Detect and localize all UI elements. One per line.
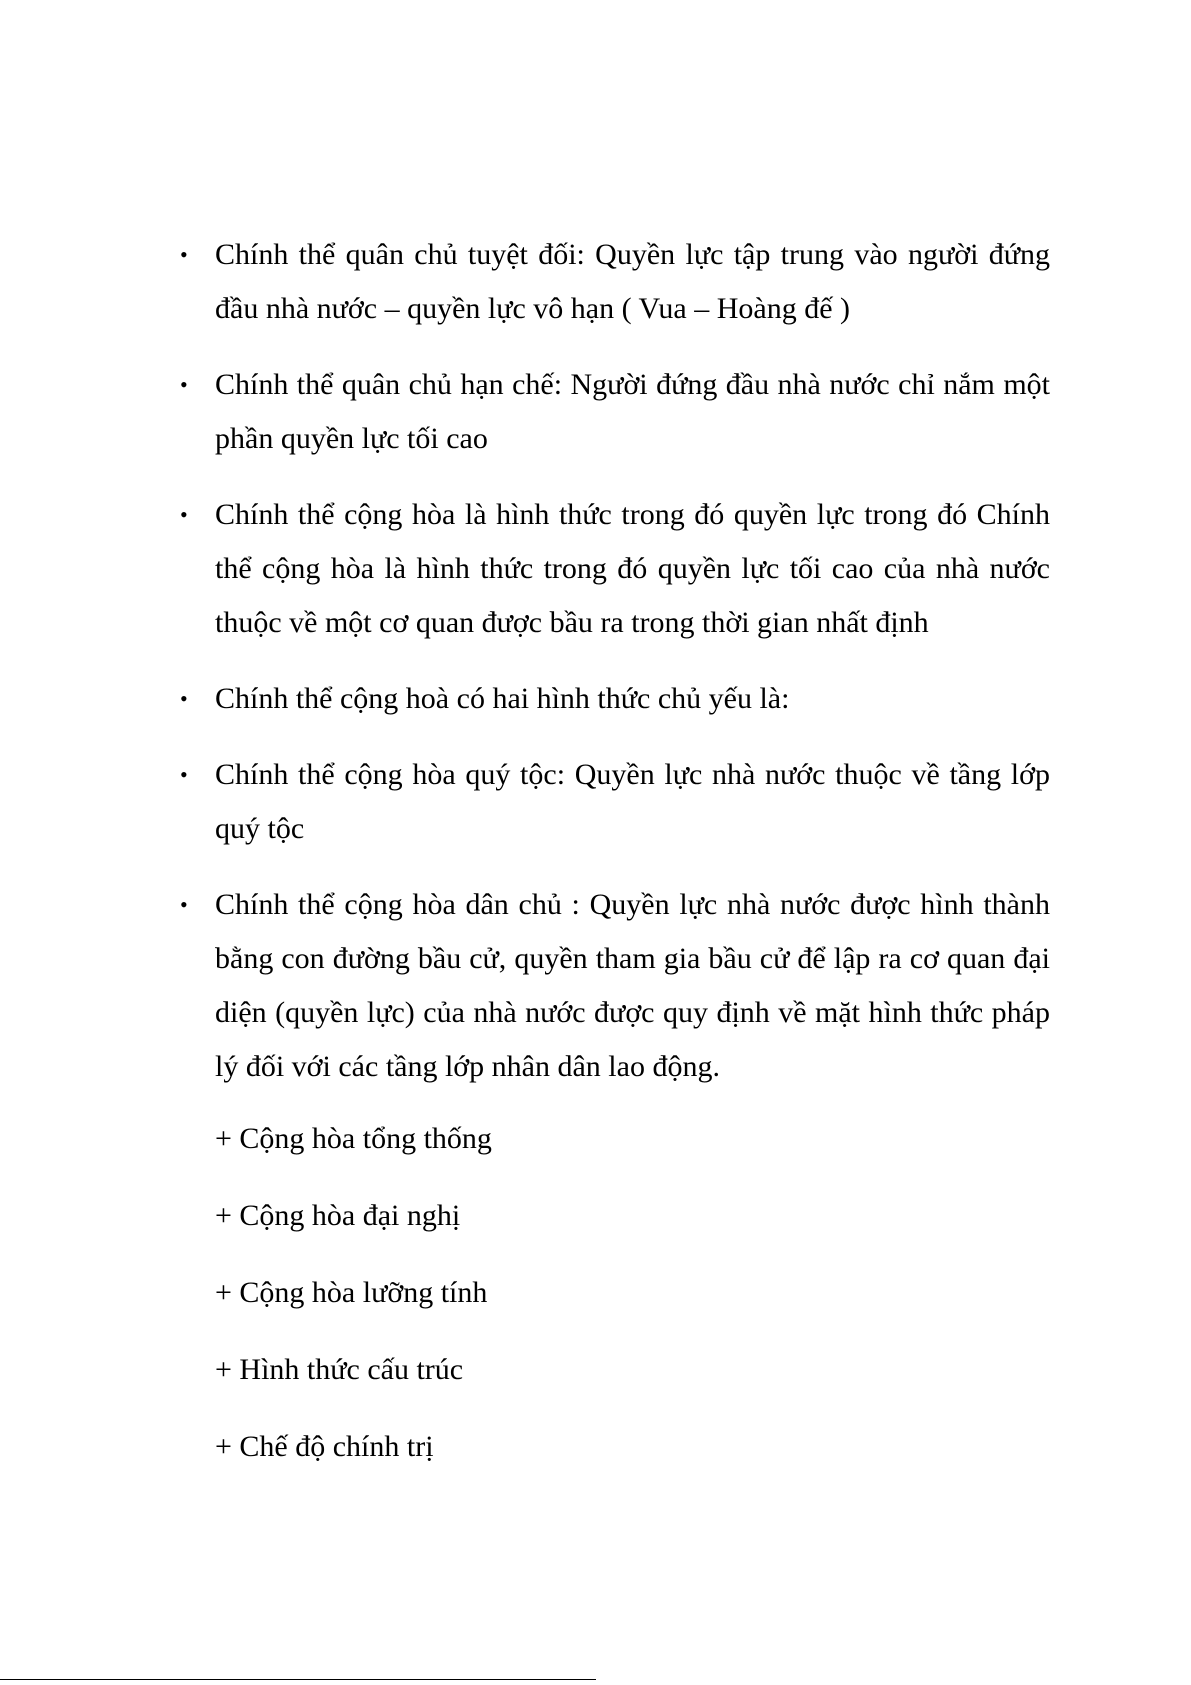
bullet-text: Chính thể quân chủ tuyệt đối: Quyền lực tập trung vào người đứng đầu nhà nước – quyền lực vô hạn ( Vua – Hoàng đế )	[215, 238, 1050, 325]
bullet-list	[180, 228, 1050, 1116]
bullet-text: Chính thể cộng hòa dân chủ : Quyền lực nhà nước được hình thành bằng con đường bầu cử, quyền tham gia bầu cử để lập ra cơ quan đại diện (quyền lực) của nhà nước được quy định về mặt hình thức pháp lý đối với các tầng lớp nhân dân lao động.	[215, 888, 1050, 1083]
bullet-icon: •	[180, 372, 188, 397]
bullet-item	[180, 228, 1050, 336]
footnote-separator	[0, 1679, 596, 1680]
sub-item: + Chế độ chính trị	[215, 1430, 434, 1463]
sub-item: + Cộng hòa tổng thống	[215, 1122, 492, 1155]
sub-item: + Hình thức cấu trúc	[215, 1353, 464, 1386]
sub-list	[215, 1112, 492, 1497]
bullet-icon: •	[180, 502, 188, 527]
sub-item: + Cộng hòa lưỡng tính	[215, 1276, 488, 1309]
bullet-text: Chính thể cộng hòa quý tộc: Quyền lực nhà nước thuộc về tầng lớp quý tộc	[215, 758, 1050, 845]
bullet-icon: •	[180, 242, 188, 267]
bullet-item	[180, 488, 1050, 650]
bullet-item	[180, 358, 1050, 466]
bullet-icon: •	[180, 892, 188, 917]
sub-item: + Cộng hòa đại nghị	[215, 1199, 461, 1232]
bullet-text: Chính thể cộng hoà có hai hình thức chủ yếu là:	[215, 682, 790, 715]
bullet-icon: •	[180, 762, 188, 787]
bullet-text: Chính thể quân chủ hạn chế: Người đứng đầu nhà nước chỉ nắm một phần quyền lực tối cao	[215, 368, 1050, 455]
bullet-item	[180, 672, 1050, 726]
bullet-item	[180, 878, 1050, 1094]
bullet-item	[180, 748, 1050, 856]
bullet-text: Chính thể cộng hòa là hình thức trong đó quyền lực trong đó Chính thể cộng hòa là hình thức trong đó quyền lực tối cao của nhà nước thuộc về một cơ quan được bầu ra trong thời gian nhất định	[215, 498, 1050, 639]
bullet-icon: •	[180, 686, 188, 711]
